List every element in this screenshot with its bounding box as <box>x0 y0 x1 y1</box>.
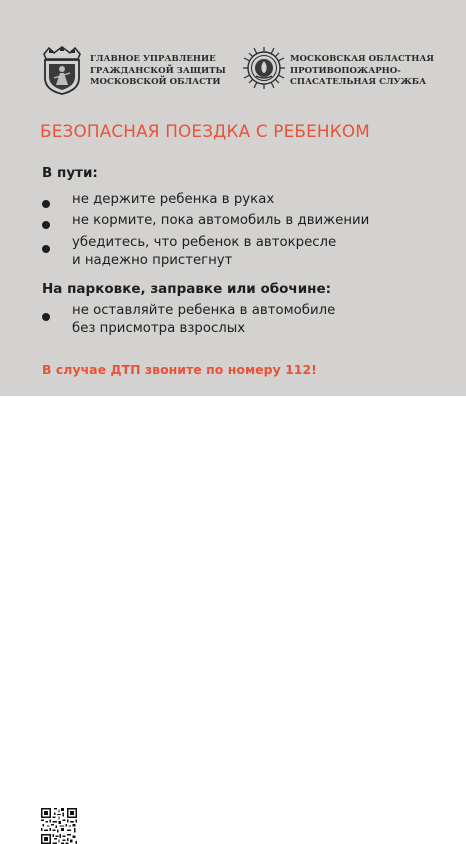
footer <box>0 396 466 466</box>
list-item <box>72 302 335 337</box>
org1-name-line: ГЛАВНОЕ УПРАВЛЕНИЕ <box>90 54 216 64</box>
list-item <box>72 191 274 209</box>
list-item-line: убедитесь, что ребенок в автокресле <box>72 235 337 250</box>
list-item <box>72 234 336 269</box>
list-item <box>72 212 369 230</box>
list-item-line: без присмотра взрослых <box>72 320 246 336</box>
list-item-line: и надежно пристегнут <box>72 252 233 268</box>
qr-code-icon[interactable] <box>41 808 77 844</box>
info-card <box>0 0 466 396</box>
org2-name-line: СПАСАТЕЛЬНАЯ СЛУЖБА <box>290 77 427 88</box>
bullet-icon <box>42 313 50 321</box>
list-item-line: не оставляйте ребенка в автомобиле <box>72 303 336 318</box>
list-item-line: не кормите, пока автомобиль в движении <box>72 213 370 228</box>
bullet-icon <box>42 221 50 229</box>
section-heading-parking: На парковке, заправке или обочине: <box>42 281 332 297</box>
org1-name-line: ГРАЖДАНСКОЙ ЗАЩИТЫ <box>90 65 226 76</box>
emergency-call-text: В случае ДТП звоните по номеру 112! <box>42 362 317 377</box>
bullet-icon <box>42 245 50 253</box>
fire-rescue-emblem-icon <box>242 46 286 90</box>
org1-name-line: МОСКОВСКОЙ ОБЛАСТИ <box>90 77 221 88</box>
org1-name <box>90 54 226 89</box>
org2-name-line: ПРОТИВОПОЖАРНО- <box>290 65 401 76</box>
org2-name-line: МОСКОВСКАЯ ОБЛАСТНАЯ <box>290 54 434 64</box>
moscow-region-coat-of-arms-icon <box>41 45 83 95</box>
section-heading-on-the-road: В пути: <box>42 165 98 181</box>
page-title: БЕЗОПАСНАЯ ПОЕЗДКА С РЕБЕНКОМ <box>40 121 370 141</box>
list-item-line: не держите ребенка в руках <box>72 192 275 207</box>
org2-name <box>290 54 434 89</box>
bullet-icon <box>42 200 50 208</box>
